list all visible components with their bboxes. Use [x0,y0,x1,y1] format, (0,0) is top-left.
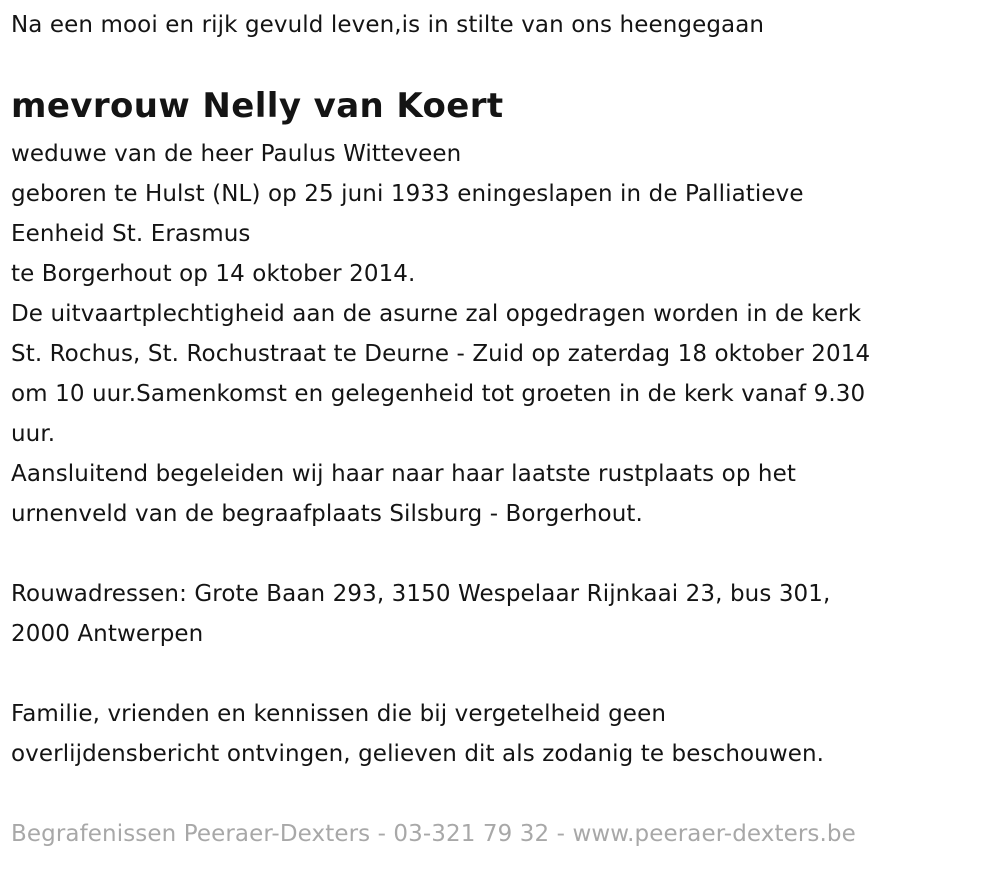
body-line-church: St. Rochus, St. Rochustraat te Deurne - Zuid op zaterdag 18 oktober 2014 [11,341,871,367]
address-line-city: 2000 Antwerpen [11,621,204,647]
body-line-ceremony: De uitvaartplechtigheid aan de asurne zal opgedragen worden in de kerk [11,301,862,327]
address-line: Rouwadressen: Grote Baan 293, 3150 Wespelaar Rijnkaai 23, bus 301, [11,581,831,607]
closing-line-continued: overlijdensbericht ontvingen, gelieven dit als zodanig te beschouwen. [11,741,825,767]
body-line-cemetery: urnenveld van de begraafplaats Silsburg - Borgerhout. [11,501,643,527]
body-line-spouse: weduwe van de heer Paulus Witteveen [11,141,462,167]
body-line-birth: geboren te Hulst (NL) op 25 juni 1933 eningeslapen in de Palliatieve [11,181,804,207]
body-line-time-continued: uur. [11,421,56,447]
body-line-burial: Aansluitend begeleiden wij haar naar haar laatste rustplaats op het [11,461,796,487]
deceased-name: mevrouw Nelly van Koert [11,86,504,126]
body-line-birth-continued: Eenheid St. Erasmus [11,221,251,247]
funeral-home-footer: Begrafenissen Peeraer-Dexters - 03-321 79 32 - www.peeraer-dexters.be [11,821,856,847]
closing-line: Familie, vrienden en kennissen die bij vergetelheid geen [11,701,666,727]
opening-line: Na een mooi en rijk gevuld leven,is in stilte van ons heengegaan [11,12,765,38]
body-line-time: om 10 uur.Samenkomst en gelegenheid tot groeten in de kerk vanaf 9.30 [11,381,866,407]
body-line-death: te Borgerhout op 14 oktober 2014. [11,261,416,287]
